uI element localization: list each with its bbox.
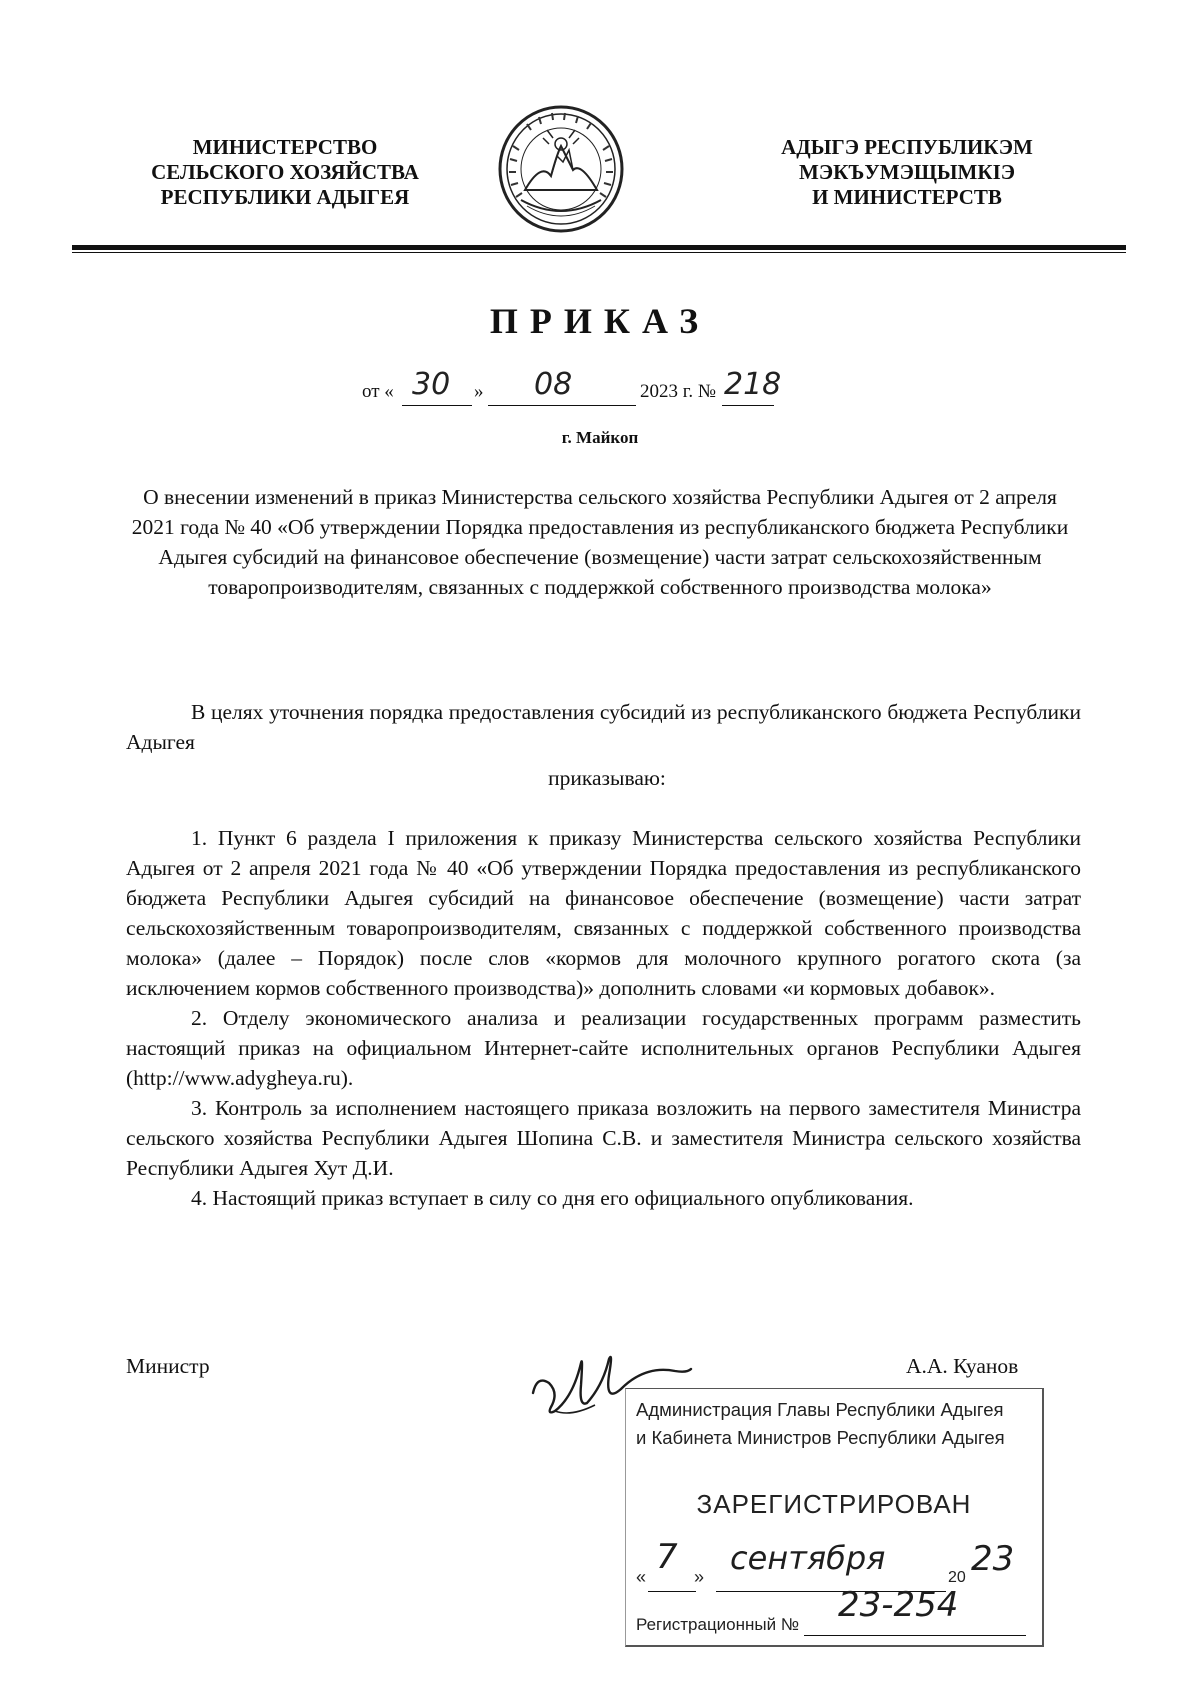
order-item: 1. Пункт 6 раздела I приложения к приказу Министерства сельского хозяйства Республики Адыгея от 2 апреля 2021 года № 40 «Об утверждении Порядка предоставления из республиканского бюджета Республики Адыгея субсидий на финансовое обеспечение (возмещение) части затрат сельскохозяйственным товаропроизводителям, связанных с поддержкой собственного производства молока» (далее – Порядок) после слов «кормов для молочного крупного рогатого скота (за исключением кормов собственного производства)» дополнить словами «и кормовых добавок». xyxy=(126,826,1081,1000)
signer-position: Министр xyxy=(126,1354,210,1378)
stamp-year-prefix: 20 xyxy=(948,1569,966,1586)
stamp-reg-number: 23-254 xyxy=(838,1585,959,1625)
stamp-day-underline xyxy=(648,1591,696,1592)
ministry-name-line: МИНИСТЕРСТВО xyxy=(192,135,378,159)
stamp-reg-underline xyxy=(804,1635,1026,1636)
preamble: В целях уточнения порядка предоставления субсидий из республиканского бюджета Республики Адыгея xyxy=(126,700,1081,754)
document-subject: О внесении изменений в приказ Министерства сельского хозяйства Республики Адыгея от 2 апреля 2021 года № 40 «Об утверждении Порядка предоставления из республиканского бюджета Республики Адыгея субсидий на финансовое обеспечение (возмещение) части затрат сельскохозяйственным товаропроизводителям, связанных с поддержкой собственного производства молока» xyxy=(131,485,1069,599)
day-underline xyxy=(402,405,472,406)
month-underline xyxy=(488,405,636,406)
order-word: приказываю: xyxy=(548,766,666,790)
handwritten-month: 08 xyxy=(534,367,573,402)
republic-of-adygea-emblem-icon xyxy=(497,104,625,234)
stamp-close-quote: » xyxy=(694,1567,705,1587)
stamp-open-quote: « xyxy=(636,1567,647,1587)
ministry-name-line: РЕСПУБЛИКИ АДЫГЕЯ xyxy=(160,185,410,209)
ministry-name-adyghe xyxy=(742,135,1072,210)
stamp-org-line: и Кабинета Министров Республики Адыгея xyxy=(636,1427,1005,1448)
date-year-text: 2023 г. № xyxy=(640,381,717,402)
registration-stamp xyxy=(625,1388,1044,1647)
date-number-line xyxy=(362,367,882,411)
order-item: 2. Отделу экономического анализа и реализации государственных программ разместить настоящий приказ на официальном Интернет-сайте исполнительных органов Республики Адыгея (http://www.adygheya.ru). xyxy=(126,1006,1081,1090)
stamp-day: 7 xyxy=(656,1537,678,1577)
header-divider-thin xyxy=(72,252,1126,253)
document-title: ПРИКАЗ xyxy=(489,301,711,341)
stamp-month: сентября xyxy=(730,1539,886,1577)
city: г. Майкоп xyxy=(561,428,639,447)
order-item: 3. Контроль за исполнением настоящего приказа возложить на первого заместителя Министра сельского хозяйства Республики Адыгея Шопина С.В. и заместителя Министра сельского хозяйства Республики Адыгея Хут Д.И. xyxy=(126,1096,1081,1180)
date-close-quote: » xyxy=(474,381,484,402)
signer-name: А.А. Куанов xyxy=(906,1354,1019,1378)
handwritten-number: 218 xyxy=(724,367,782,402)
order-item: 4. Настоящий приказ вступает в силу со дня его официального опубликования. xyxy=(191,1186,914,1210)
handwritten-day: 30 xyxy=(412,367,451,402)
order-items xyxy=(126,823,1081,1213)
ministry-name-line: МЭКЪУМЭЩЫМКIЭ xyxy=(799,160,1015,184)
stamp-reg-label: Регистрационный № xyxy=(636,1615,800,1634)
date-prefix: от « xyxy=(362,381,394,402)
stamp-registered-label: ЗАРЕГИСТРИРОВАН xyxy=(696,1489,972,1519)
ministry-name-line: И МИНИСТЕРСТВ xyxy=(812,185,1002,209)
header-divider xyxy=(72,245,1126,250)
ministry-name-russian xyxy=(120,135,450,210)
stamp-year-suffix: 23 xyxy=(971,1539,1015,1579)
ministry-name-line: СЕЛЬСКОГО ХОЗЯЙСТВА xyxy=(151,160,419,184)
number-underline xyxy=(722,405,774,406)
stamp-org-line: Администрация Главы Республики Адыгея xyxy=(636,1399,1004,1420)
ministry-name-line: АДЫГЭ РЕСПУБЛИКЭМ xyxy=(781,135,1033,159)
